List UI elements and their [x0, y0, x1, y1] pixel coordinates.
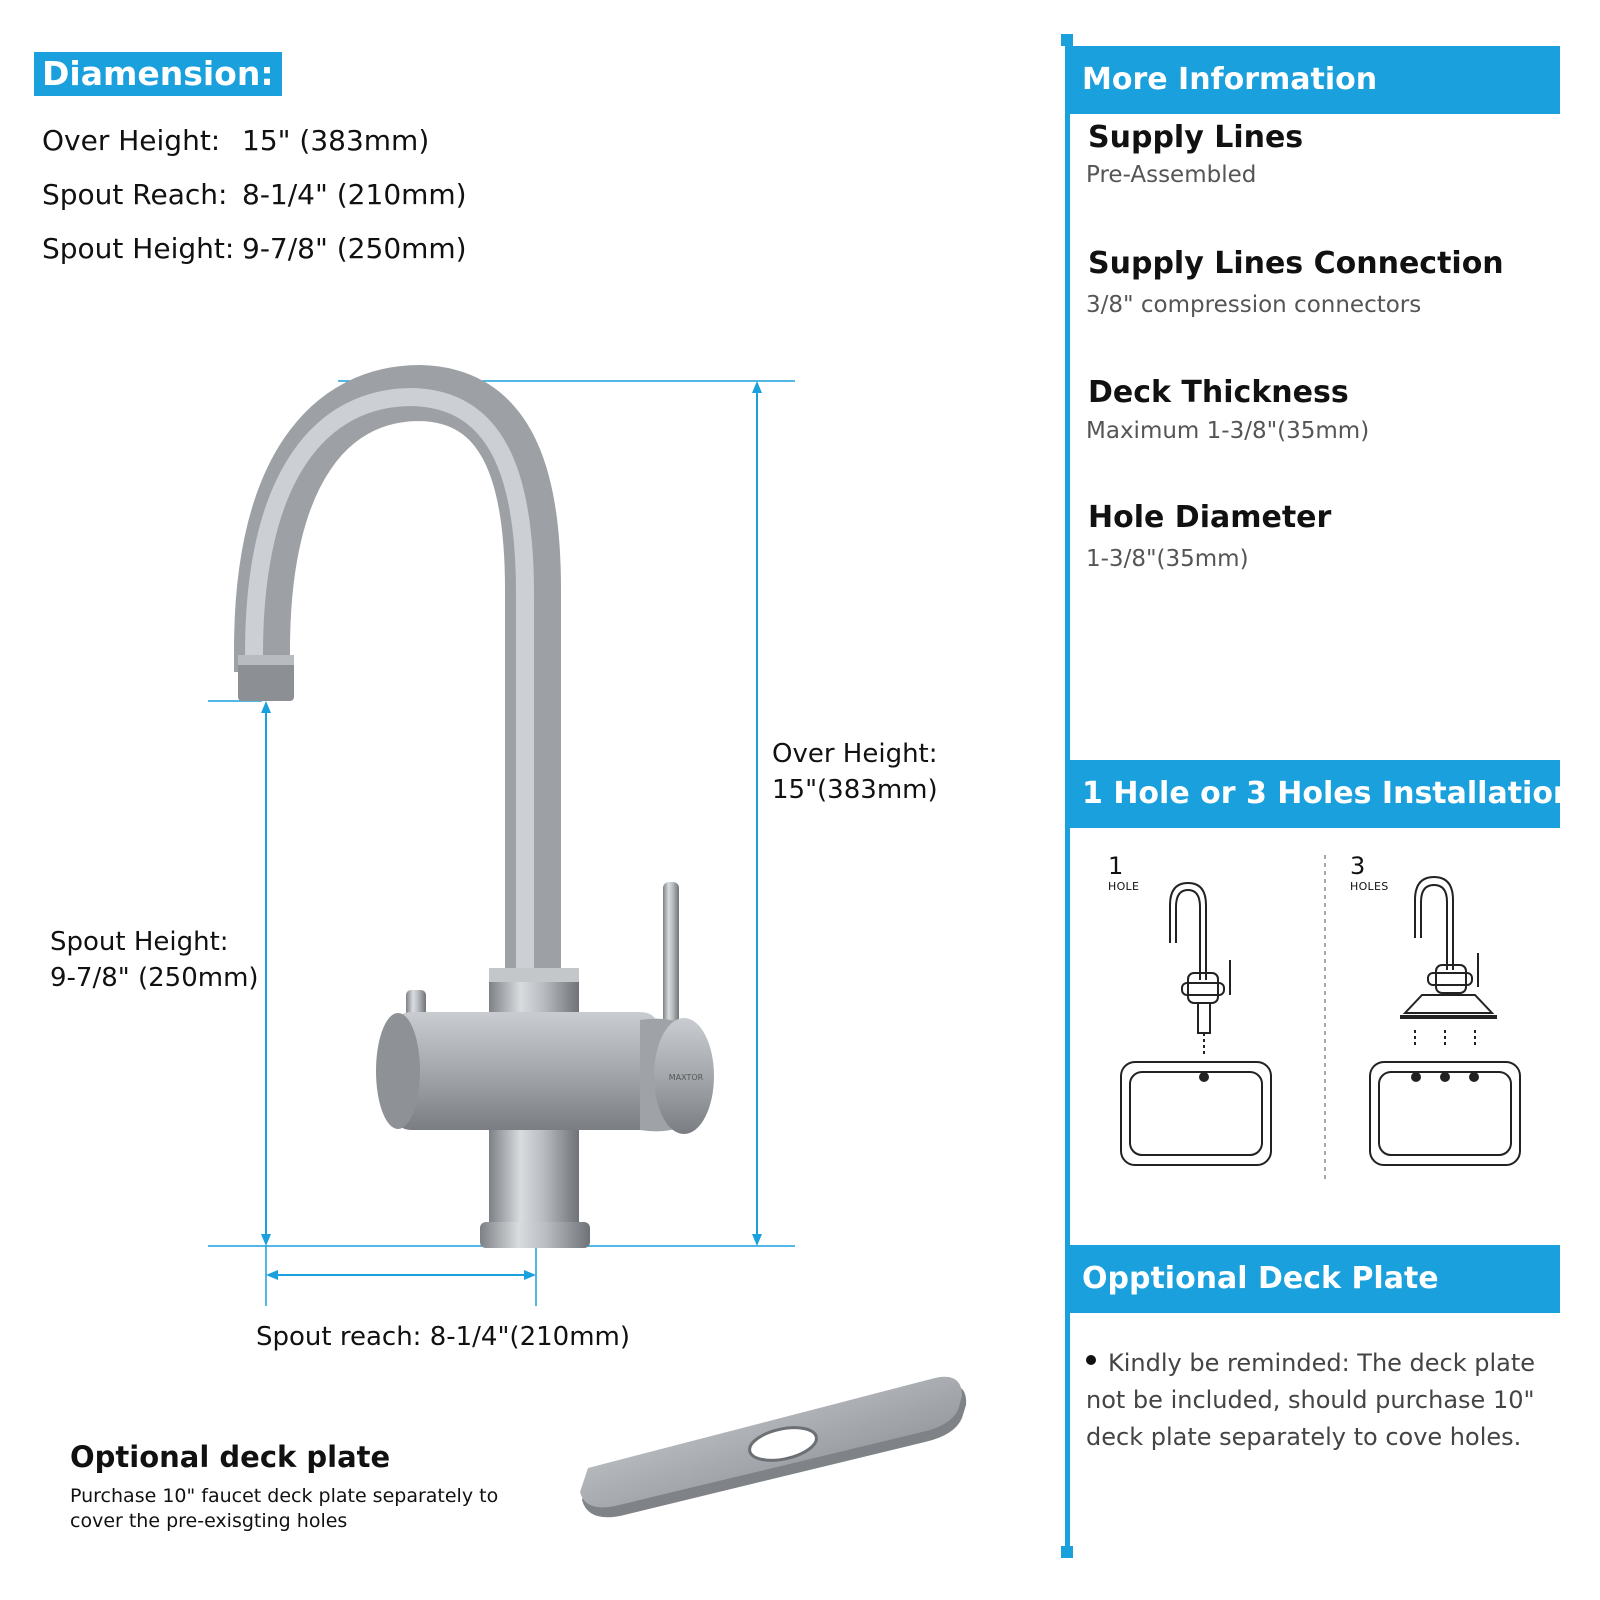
- spec-label: Over Height:: [42, 124, 221, 157]
- info-heading: Hole Diameter: [1088, 500, 1332, 535]
- faucet-3-icon: [1370, 877, 1520, 1165]
- deck-plate-title: Optional deck plate: [70, 1440, 391, 1474]
- deck-plate-image: [580, 1377, 966, 1517]
- spec-label: Spout Height:: [42, 232, 235, 265]
- info-value: 3/8" compression connectors: [1086, 292, 1422, 318]
- dimension-title: Diamension:: [34, 52, 282, 96]
- brand-mark: MAXTOR: [668, 1073, 704, 1082]
- info-value: 1-3/8"(35mm): [1086, 546, 1249, 572]
- spout-reach-label: Spout reach: 8-1/4"(210mm): [256, 1322, 630, 1352]
- info-heading: Supply Lines Connection: [1088, 246, 1504, 281]
- over-height-label: Over Height: 15"(383mm): [772, 739, 938, 805]
- deck-plate-description: Purchase 10" faucet deck plate separately to cover the pre-exisgting holes: [70, 1485, 499, 1532]
- info-heading: Supply Lines: [1088, 120, 1304, 155]
- spec-label: Spout Reach:: [42, 178, 228, 211]
- spec-value: 9-7/8" (250mm): [242, 232, 467, 265]
- faucet-1-icon: [1121, 883, 1271, 1165]
- info-heading: Deck Thickness: [1088, 375, 1349, 410]
- install-diagram: [1070, 845, 1560, 1185]
- info-value: Maximum 1-3/8"(35mm): [1086, 418, 1370, 444]
- bullet-icon: [1086, 1355, 1096, 1365]
- install-option-3: 3 HOLES: [1350, 852, 1389, 893]
- deck-plate-header: Opptional Deck Plate: [1070, 1245, 1560, 1313]
- info-value: Pre-Assembled: [1086, 162, 1257, 188]
- install-option-1: 1 HOLE: [1108, 852, 1140, 893]
- install-header: 1 Hole or 3 Holes Installation: [1070, 760, 1560, 828]
- deck-plate-note: Kindly be reminded: The deck plate not be included, should purchase 10" deck plate separately to cove holes.: [1086, 1349, 1536, 1451]
- spout-height-label: Spout Height: 9-7/8" (250mm): [50, 927, 259, 993]
- more-info-header: More Information: [1070, 46, 1560, 114]
- spec-value: 15" (383mm): [242, 124, 430, 157]
- spec-value: 8-1/4" (210mm): [242, 178, 467, 211]
